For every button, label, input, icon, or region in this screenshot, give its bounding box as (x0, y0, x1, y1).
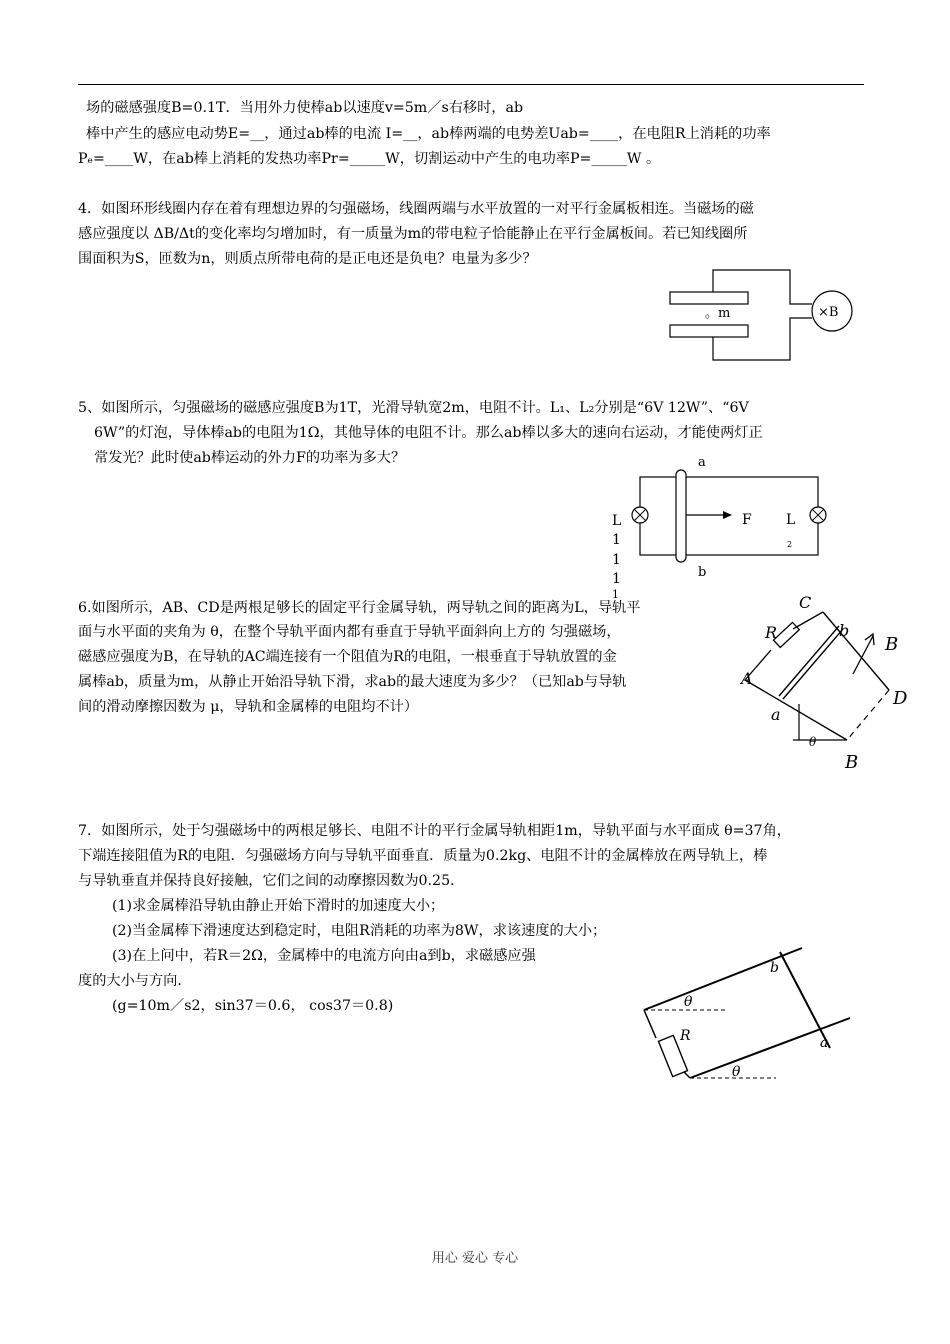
upper-wire (713, 270, 812, 304)
label-b-field: B (885, 634, 899, 655)
label-r: R (680, 1028, 691, 1044)
rod-end-a: a (698, 455, 706, 470)
label-d: D (893, 688, 908, 709)
p6-line1: 6.如图所示，AB、CD是两根足够长的固定平行金属导轨，两导轨之间的距离为L，导轨平 (78, 600, 641, 616)
label-b-rod: b (839, 621, 850, 640)
p6-line2: 面与水平面的夹角为 θ，在整个导轨平面内都有垂直于导轨平面斜向上方的 匀强磁场， (78, 624, 621, 640)
rail-ab (745, 680, 847, 740)
capacitor-coil-figure (660, 262, 860, 374)
p4-line2: 感应强度以 ΔB/Δt的变化率均匀增加时，有一质量为m的带电粒子恰能静止在平行金属板间。若已知线圈所 (78, 226, 748, 242)
lamp-l1-sub-1: 1 (612, 532, 621, 548)
rod-end-b: b (698, 565, 707, 580)
lamp-rail-figure (600, 452, 840, 601)
conductor-rod-ab (676, 470, 686, 562)
theta-lower: θ (732, 1064, 741, 1080)
resistor-r (773, 622, 799, 647)
upper-rail (644, 948, 802, 1010)
label-theta: θ (809, 735, 817, 749)
rail-cd (823, 612, 889, 690)
p5-line3: 常发光？此时使ab棒运动的外力F的功率为多大？ (94, 450, 406, 466)
page-footer: 用心 爱心 专心 (431, 1251, 519, 1266)
p6-line3: 磁感应强度为B，在导轨的AC端连接有一个阻值为R的电阻，一根垂直于导轨放置的金 (78, 649, 617, 665)
label-c: C (799, 593, 812, 612)
inclined-rails-figure-7 (630, 942, 860, 1090)
lamp-l1-label: L (612, 513, 622, 529)
p4-line1: 4．如图环形线圈内存在着有理想边界的匀强磁场，线圈两端与水平放置的一对平行金属板相连。当磁场的磁 (78, 201, 754, 217)
label-b-end: B (845, 752, 859, 773)
lamp-l2-subscript: 2 (787, 540, 793, 549)
lamp-l2-label: L (786, 512, 796, 528)
rail-cd-dashed (847, 690, 889, 740)
inclined-rails-figure-6 (735, 592, 935, 778)
lower-wire (713, 318, 812, 360)
label-a-rod: a (771, 705, 781, 724)
wire-ac-2 (793, 612, 823, 629)
p7-line3: 与导轨垂直并保持良好接触，它们之间的动摩擦因数为0.25． (78, 873, 465, 889)
field-label: ×B (818, 305, 839, 320)
lamp-l1-sub-4: 1 (612, 588, 619, 601)
upper-plate (670, 292, 748, 304)
label-a: a (820, 1035, 829, 1051)
lower-plate (670, 325, 748, 337)
lamp-l1-sub-3: 1 (612, 571, 621, 587)
p3-line1: 场的磁感强度B=0.1T．当用外力使棒ab以速度v=5m／s右移时，ab (86, 100, 524, 116)
p7-q2: (2)当金属棒下滑速度达到稳定时，电阻R消耗的功率为8W，求该速度的大小； (112, 923, 607, 939)
p5-line2: 6W”的灯泡，导体棒ab的电阻为1Ω，其他导体的电阻不计。那么ab棒以多大的速向右运动，才能使两灯正 (94, 425, 763, 441)
theta-upper: θ (684, 994, 693, 1010)
label-r: R (765, 623, 778, 642)
rod-ab (780, 952, 830, 1048)
rod-ab-2 (783, 629, 843, 699)
p3-line3: Pₑ=____W，在ab棒上消耗的发热功率Pr=_____W，切割运动中产生的电功率P=_____W 。 (78, 151, 661, 167)
label-b: b (770, 960, 779, 976)
p3-line2: 棒中产生的感应电动势E=__，通过ab棒的电流 I=__，ab棒两端的电势差Uab=____，在电阻R上消耗的功率 (86, 126, 771, 142)
p6-line4: 属棒ab，质量为m，从静止开始沿导轨下滑，求ab的最大速度为多少？（已知ab与导轨 (78, 674, 627, 690)
p6-line5: 间的滑动摩擦因数为 μ，导轨和金属棒的电阻均不计） (78, 699, 419, 715)
p7-q3: (3)在上问中，若R＝2Ω，金属棒中的电流方向由a到b，求磁感应强 (112, 948, 536, 964)
wire-lower (684, 1072, 690, 1078)
label-a-rail: A (741, 669, 753, 688)
p7-given: (g=10m／s2，sin37＝0.6， cos37＝0.8) (112, 998, 394, 1014)
header-rule (78, 84, 864, 85)
wire-upper (644, 1010, 656, 1038)
p5-line1: 5、如图所示，匀强磁场的磁感应强度B为1T，光滑导轨宽2m，电阻不计。L₁、L₂分别是“6V 12W”、“6V (78, 400, 749, 416)
p7-line2: 下端连接阻值为R的电阻．匀强磁场方向与导轨平面垂直．质量为0.2kg、电阻不计的金属棒放在两导轨上，棒 (78, 848, 768, 864)
p4-line3: 围面积为S，匝数为n，则质点所带电荷的是正电还是负电？电量为多少？ (78, 251, 537, 267)
mass-label: 。m (705, 306, 731, 321)
p7-q1: (1)求金属棒沿导轨由静止开始下滑时的加速度大小； (112, 898, 445, 914)
p7-q3-cont: 度的大小与方向． (78, 973, 192, 989)
force-label: F (742, 512, 752, 528)
p7-line1: 7．如图所示，处于匀强磁场中的两根足够长、电阻不计的平行金属导轨相距1m，导轨平面与水平面成 θ=37角， (78, 823, 791, 839)
force-arrowhead (723, 511, 732, 519)
lamp-l1-sub-2: 1 (612, 552, 621, 568)
